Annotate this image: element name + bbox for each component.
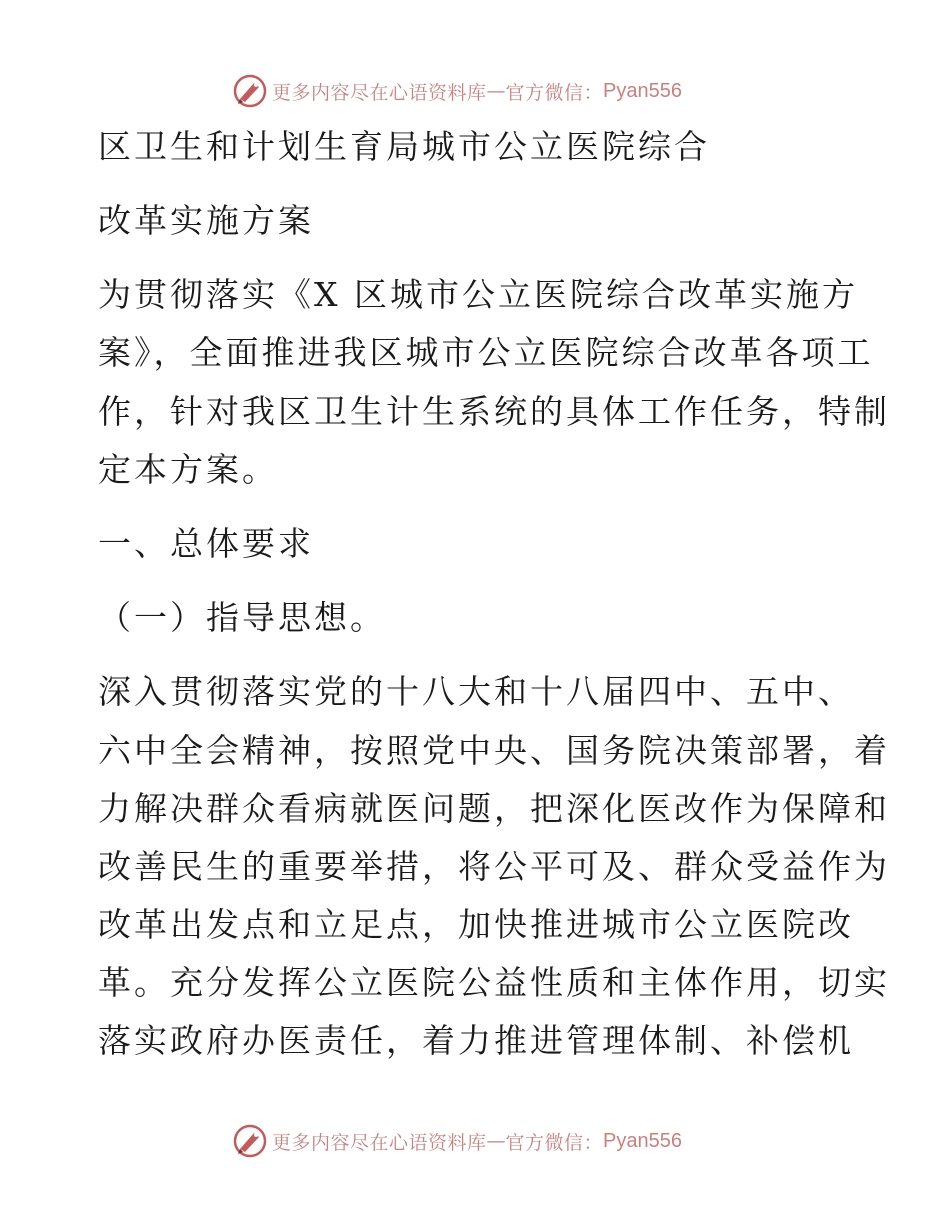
section-heading: 一、总体要求 [98, 524, 314, 563]
body-paragraph-line: 六中全会精神，按照党中央、国务院决策部署，着 [98, 731, 890, 770]
intro-paragraph-line: 为贯彻落实《X 区城市公立医院综合改革实施方 [98, 275, 858, 314]
document-title-line-1: 区卫生和计划生育局城市公立医院综合 [98, 127, 710, 166]
document-title-line-2: 改革实施方案 [98, 201, 314, 240]
watermark-separator: — [486, 1130, 506, 1152]
pen-logo-icon [232, 73, 268, 109]
body-paragraph-line: 深入贯彻落实党的十八大和十八届四中、五中、 [98, 672, 854, 711]
watermark-separator: — [486, 80, 506, 102]
watermark-footer [232, 1121, 682, 1161]
pen-logo-icon [232, 1123, 268, 1159]
body-paragraph-line: 改革出发点和立足点，加快推进城市公立医院改 [98, 905, 854, 944]
watermark-text: 更多内容尽在心语资料库 [272, 1131, 487, 1154]
watermark-wechat-id: Pyan556 [603, 79, 682, 102]
body-paragraph-line: 革。充分发挥公立医院公益性质和主体作用，切实 [98, 963, 890, 1002]
subsection-heading: （一）指导思想。 [98, 598, 386, 637]
watermark-wechat-label: 官方微信： [505, 1131, 604, 1154]
intro-paragraph-line: 定本方案。 [98, 450, 278, 489]
watermark-text: 更多内容尽在心语资料库 [272, 81, 487, 104]
intro-paragraph-line: 作，针对我区卫生计生系统的具体工作任务，特制 [98, 392, 890, 431]
watermark-header [232, 71, 682, 111]
intro-paragraph-line: 案》，全面推进我区城市公立医院综合改革各项工 [98, 333, 874, 372]
body-paragraph-line: 改善民生的重要举措，将公平可及、群众受益作为 [98, 847, 890, 886]
watermark-wechat-id: Pyan556 [603, 1129, 682, 1152]
watermark-wechat-label: 官方微信： [505, 81, 604, 104]
body-paragraph-line: 落实政府办医责任，着力推进管理体制、补偿机 [98, 1021, 854, 1060]
body-paragraph-line: 力解决群众看病就医问题，把深化医改作为保障和 [98, 789, 890, 828]
